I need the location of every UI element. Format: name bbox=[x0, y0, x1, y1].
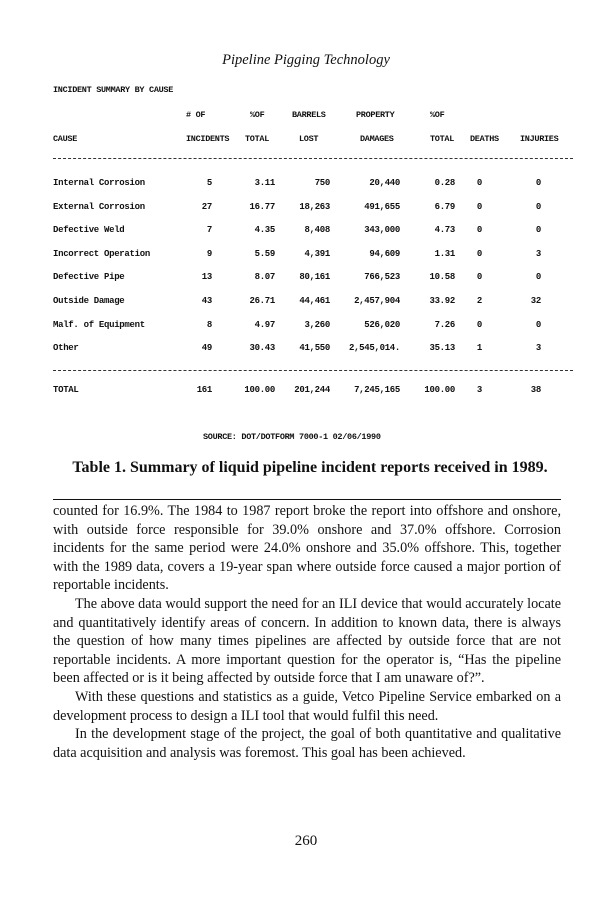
header-deaths: DEATHS bbox=[470, 134, 499, 144]
cell-pct-total-2: 33.92 bbox=[429, 296, 455, 306]
cell-barrels-lost: 44,461 bbox=[299, 296, 330, 306]
cell-pct-total-2: 10.58 bbox=[429, 272, 455, 283]
cell-injuries: 3 bbox=[535, 343, 541, 354]
cell-pct-total-2: 1.31 bbox=[434, 248, 455, 259]
cell-barrels-lost: 201,244 bbox=[294, 385, 330, 395]
cell-cause: Internal Corrosion bbox=[53, 178, 145, 188]
cell-pct-total-2: 100.00 bbox=[424, 385, 455, 395]
cell-property-damages: 491,655 bbox=[364, 201, 400, 212]
cell-injuries: 0 bbox=[535, 319, 541, 330]
cell-barrels-lost: 80,161 bbox=[299, 272, 330, 283]
cell-property-damages: 7,245,165 bbox=[354, 385, 400, 395]
page-number: 260 bbox=[294, 833, 318, 849]
cell-incidents: 7 bbox=[206, 225, 212, 236]
cell-incidents: 161 bbox=[196, 385, 212, 395]
cell-property-damages: 20,440 bbox=[369, 178, 400, 188]
cell-deaths: 0 bbox=[476, 178, 482, 188]
cell-barrels-lost: 18,263 bbox=[299, 201, 330, 212]
cell-pct-total-2: 4.73 bbox=[434, 225, 455, 236]
paragraph: counted for 16.9%. The 1984 to 1987 report broke the report into offshore and onshore, with outside force responsible for 39.0% onshore and 37.0% offshore. Corrosion incidents for the same period were 24.0% onshore and 35.0% offshore. This, together with the 1989 data, covers a 19-year span where outside force caused a major portion of reportable incidents. bbox=[53, 503, 561, 594]
cell-pct-total: 26.71 bbox=[249, 296, 275, 306]
cell-injuries: 0 bbox=[535, 225, 541, 236]
cell-deaths: 0 bbox=[476, 225, 482, 236]
header-damages: DAMAGES bbox=[360, 134, 394, 144]
cell-cause: Defective Weld bbox=[53, 225, 125, 236]
cell-injuries: 0 bbox=[535, 178, 541, 188]
cell-barrels-lost: 3,260 bbox=[304, 319, 330, 330]
caption-rule bbox=[53, 499, 561, 500]
table-caption: Table 1. Summary of liquid pipeline incident reports received in 1989. bbox=[72, 459, 548, 476]
cell-injuries: 0 bbox=[535, 272, 541, 283]
paragraph: The above data would support the need for an ILI device that would accurately locate and quantitatively identify areas of concern. In addition to known data, there is always the question of how many times pipelines are affected by outside force that are not reportable incidents. A more important question for the operator is, “Has the pipeline been affected or is it being affected by outside force that I am unaware of?”. bbox=[53, 595, 561, 687]
cell-incidents: 8 bbox=[206, 319, 212, 330]
cell-injuries: 0 bbox=[535, 201, 541, 212]
cell-incidents: 27 bbox=[201, 201, 212, 212]
cell-deaths: 0 bbox=[476, 319, 482, 330]
cell-pct-total: 5.59 bbox=[254, 248, 275, 259]
cell-cause: Outside Damage bbox=[53, 296, 125, 306]
cell-incidents: 13 bbox=[201, 272, 212, 283]
header-num-of: # OF bbox=[186, 110, 206, 120]
cell-barrels-lost: 750 bbox=[314, 178, 330, 188]
cell-property-damages: 94,609 bbox=[369, 248, 400, 259]
cell-deaths: 3 bbox=[476, 385, 482, 395]
cell-cause: External Corrosion bbox=[53, 201, 145, 212]
cell-pct-total: 4.97 bbox=[254, 319, 275, 330]
paragraph: In the development stage of the project, the goal of both quantitative and qualitative data acquisition and analysis was foremost. This goal has been achieved. bbox=[53, 726, 561, 761]
table-source: SOURCE: DOT/DOTFORM 7000-1 02/06/1990 bbox=[203, 432, 381, 442]
cell-incidents: 9 bbox=[206, 248, 212, 259]
cell-property-damages: 526,020 bbox=[364, 319, 400, 330]
cell-barrels-lost: 41,550 bbox=[299, 343, 330, 354]
cell-cause: Other bbox=[53, 343, 79, 354]
cell-injuries: 3 bbox=[535, 248, 541, 259]
cell-deaths: 0 bbox=[476, 201, 482, 212]
cell-pct-total-2: 0.28 bbox=[434, 178, 455, 188]
cell-pct-total: 30.43 bbox=[249, 343, 275, 354]
cell-pct-total-2: 7.26 bbox=[434, 319, 455, 330]
cell-pct-total-2: 35.13 bbox=[429, 343, 455, 354]
cell-pct-total-2: 6.79 bbox=[434, 201, 455, 212]
cell-incidents: 49 bbox=[201, 343, 212, 354]
cell-barrels-lost: 4,391 bbox=[304, 248, 330, 259]
cell-property-damages: 2,457,904 bbox=[354, 296, 400, 306]
header-total: TOTAL bbox=[245, 134, 270, 144]
table-divider-top bbox=[53, 158, 573, 159]
cell-cause: Malf. of Equipment bbox=[53, 319, 145, 330]
table-title: INCIDENT SUMMARY BY CAUSE bbox=[53, 85, 174, 95]
cell-injuries: 32 bbox=[530, 296, 541, 306]
header-injuries: INJURIES bbox=[520, 134, 559, 144]
cell-pct-total: 8.07 bbox=[254, 272, 275, 283]
cell-incidents: 5 bbox=[206, 178, 212, 188]
body-text bbox=[53, 502, 561, 762]
cell-pct-total: 4.35 bbox=[254, 225, 275, 236]
cell-injuries: 38 bbox=[530, 385, 541, 395]
cell-incidents: 43 bbox=[201, 296, 212, 306]
running-head: Pipeline Pigging Technology bbox=[222, 52, 390, 68]
header-lost: LOST bbox=[299, 134, 319, 144]
header-barrels: BARRELS bbox=[292, 110, 326, 120]
header-incidents: INCIDENTS bbox=[186, 134, 230, 144]
header-pct-of-2: %OF bbox=[430, 110, 445, 120]
cell-property-damages: 2,545,014. bbox=[348, 343, 400, 354]
table-divider-bottom bbox=[53, 370, 573, 371]
paragraph: With these questions and statistics as a guide, Vetco Pipeline Service embarked on a development process to design a ILI tool that would fulfil this need. bbox=[53, 688, 561, 724]
cell-pct-total: 3.11 bbox=[254, 178, 275, 188]
header-cause: CAUSE bbox=[53, 134, 78, 144]
header-total-2: TOTAL bbox=[430, 134, 455, 144]
cell-deaths: 0 bbox=[476, 248, 482, 259]
cell-deaths: 2 bbox=[476, 296, 482, 306]
cell-property-damages: 766,523 bbox=[364, 272, 400, 283]
cell-barrels-lost: 8,408 bbox=[304, 225, 330, 236]
header-pct-of: %OF bbox=[250, 110, 265, 120]
cell-deaths: 1 bbox=[476, 343, 482, 354]
cell-pct-total: 100.00 bbox=[244, 385, 275, 395]
cell-property-damages: 343,000 bbox=[364, 225, 400, 236]
cell-cause: Incorrect Operation bbox=[53, 248, 150, 259]
cell-deaths: 0 bbox=[476, 272, 482, 283]
cell-cause: TOTAL bbox=[53, 385, 79, 395]
cell-cause: Defective Pipe bbox=[53, 272, 125, 283]
cell-pct-total: 16.77 bbox=[249, 201, 275, 212]
header-property: PROPERTY bbox=[356, 110, 395, 120]
